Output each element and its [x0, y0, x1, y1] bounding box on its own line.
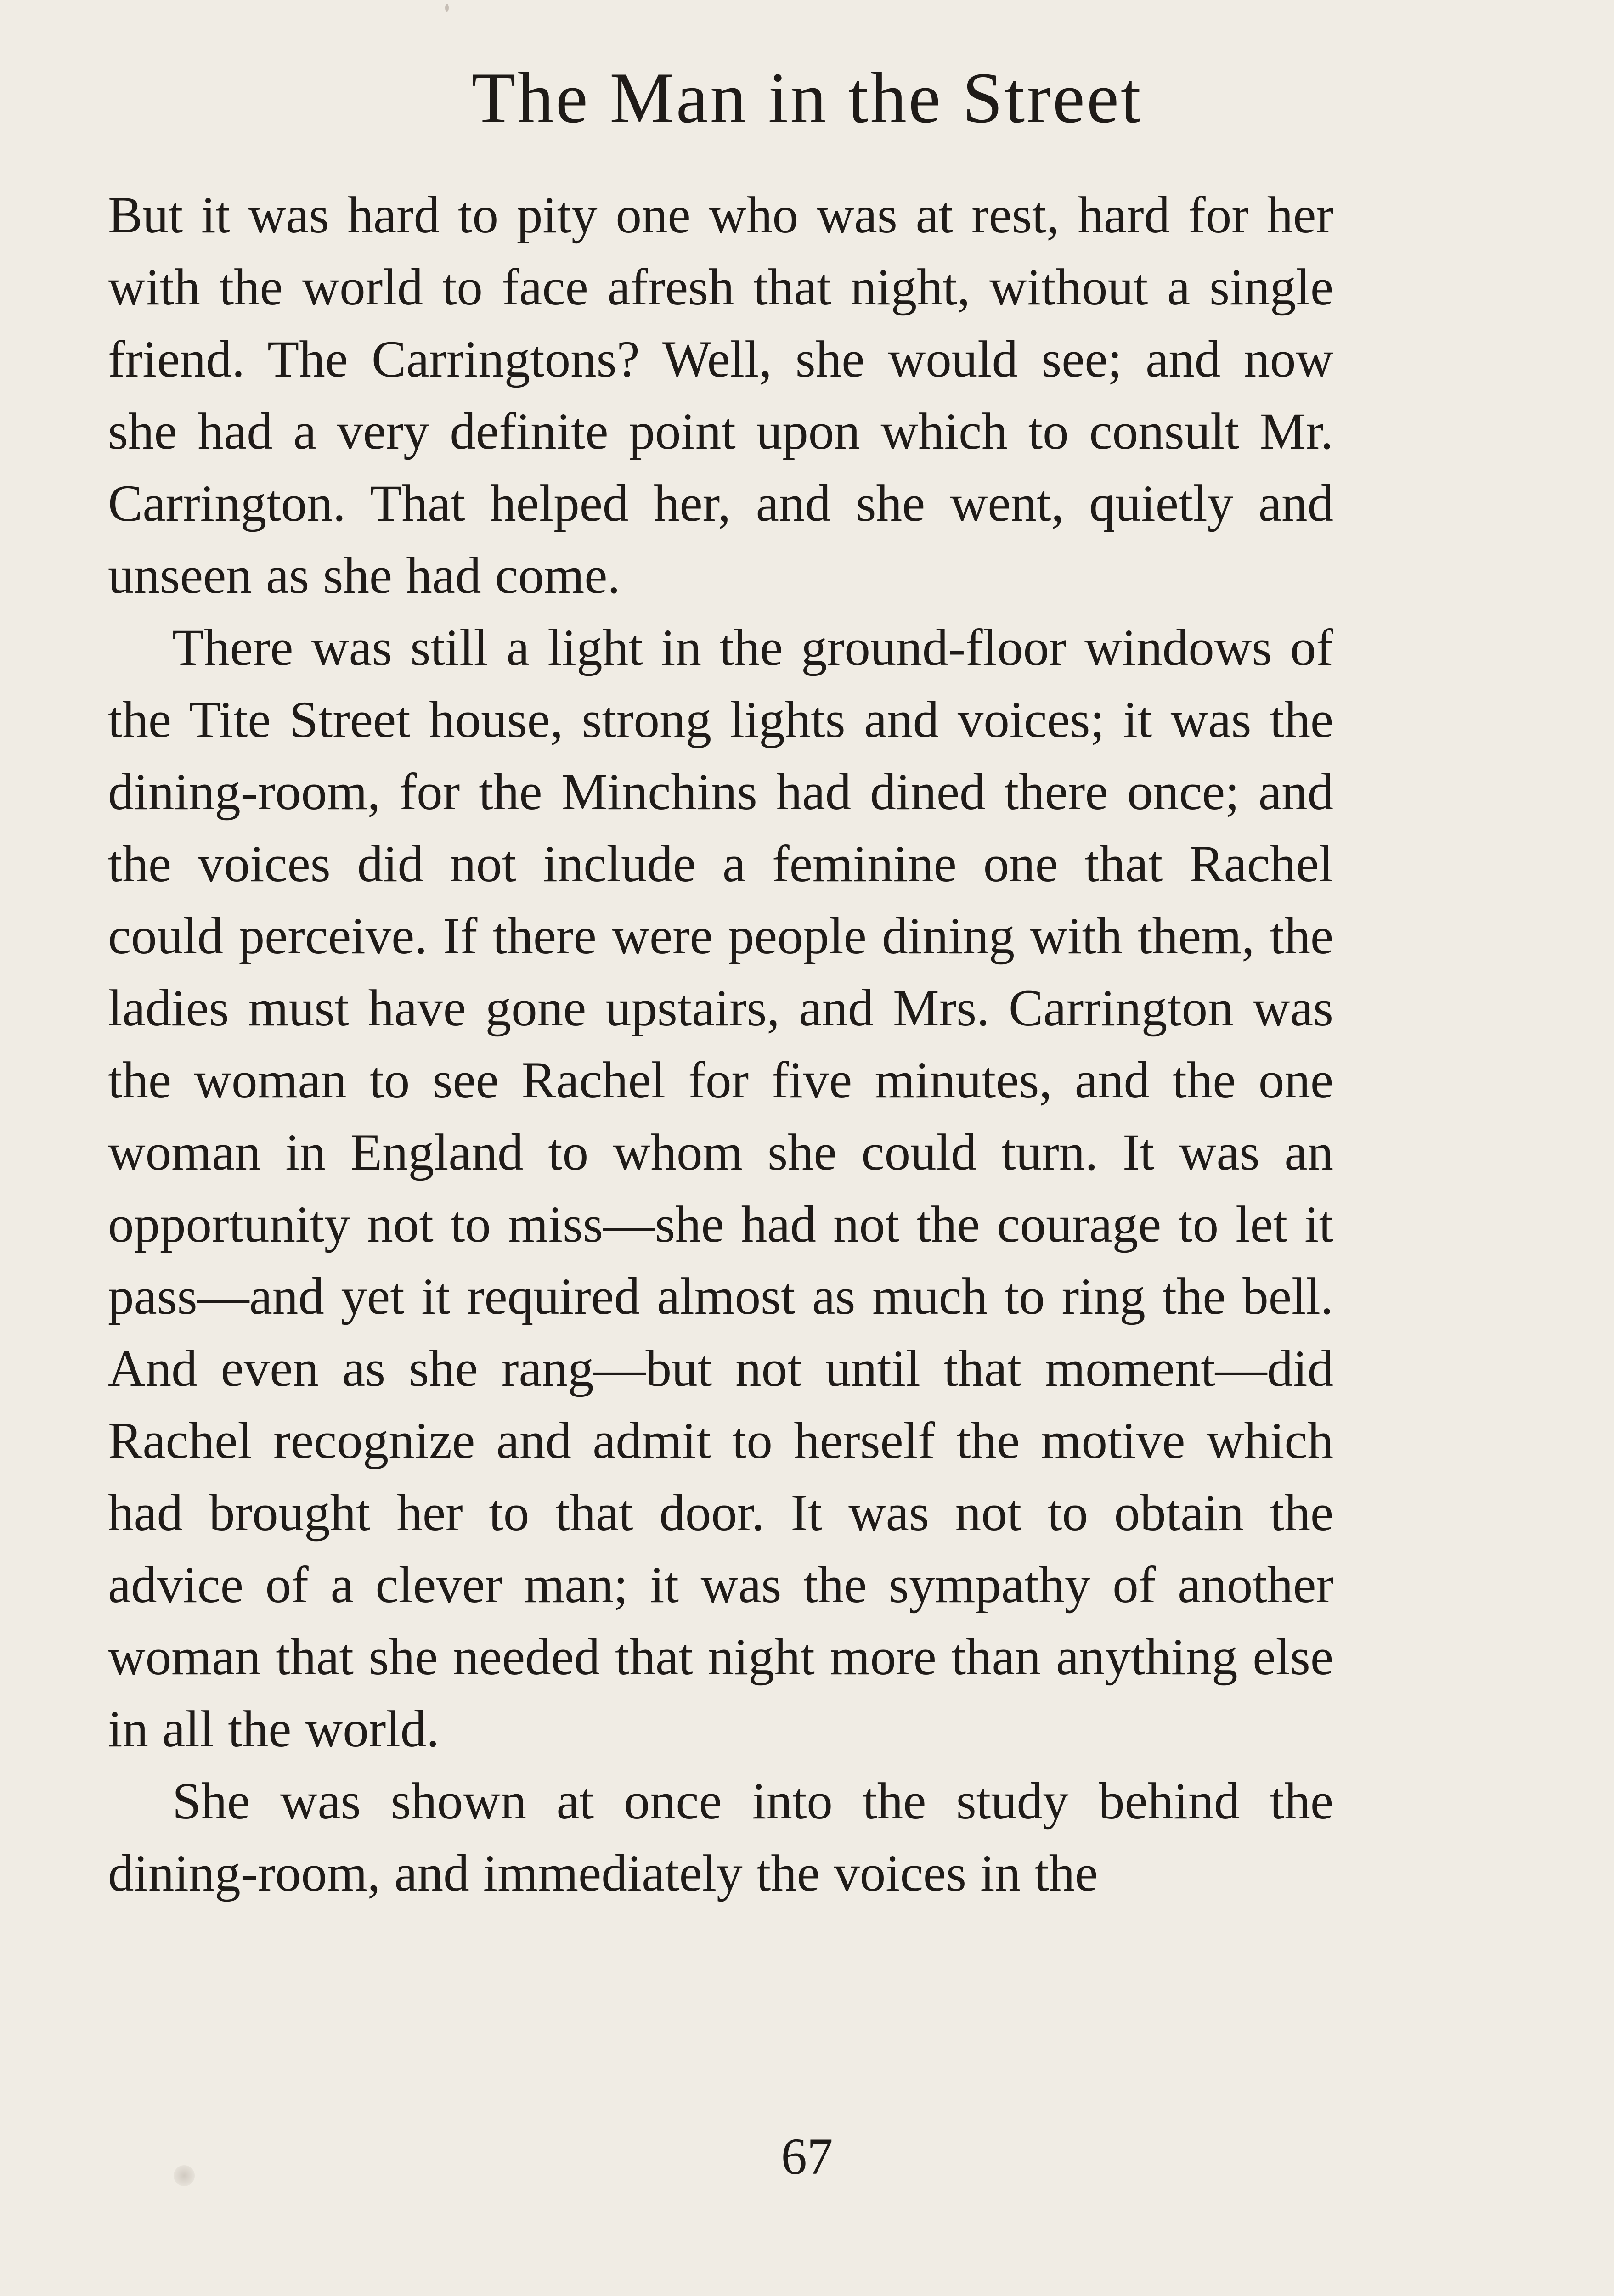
paragraph-2: There was still a light in the ground-floor windows of the Tite Street house, strong lights and voices; it was the dining-room, for the Minchins had dined there once; and the voices did not include a feminine one that Rachel could perceive. If there were people dining with them, the ladies must have gone upstairs, and Mrs. Carrington was the woman to see Rachel for five minutes, and the one woman in England to whom she could turn. It was an opportunity not to miss—she had not the courage to let it pass—and yet it required almost as much to ring the bell. And even as she rang—but not until that moment—did Rachel recognize and admit to herself the motive which had brought her to that door. It was not to obtain the advice of a clever man; it was the sympathy of another woman that she needed that night more than anything else in all the world.	[108, 619, 1333, 1758]
paragraph-1: But it was hard to pity one who was at rest, hard for her with the world to face afresh that night, without a single friend. The Carringtons? Well, she would see; and now she had a very definite point upon which to consult Mr. Carrington. That helped her, and she went, quietly and unseen as she had come.	[108, 186, 1333, 604]
paragraph-3: She was shown at once into the study behind the dining-room, and immediately the voices in the	[108, 1773, 1333, 1902]
print-mark	[445, 4, 449, 12]
page-number: 67	[781, 2128, 833, 2185]
body-text	[108, 179, 1333, 1909]
running-head: The Man in the Street	[471, 58, 1143, 138]
